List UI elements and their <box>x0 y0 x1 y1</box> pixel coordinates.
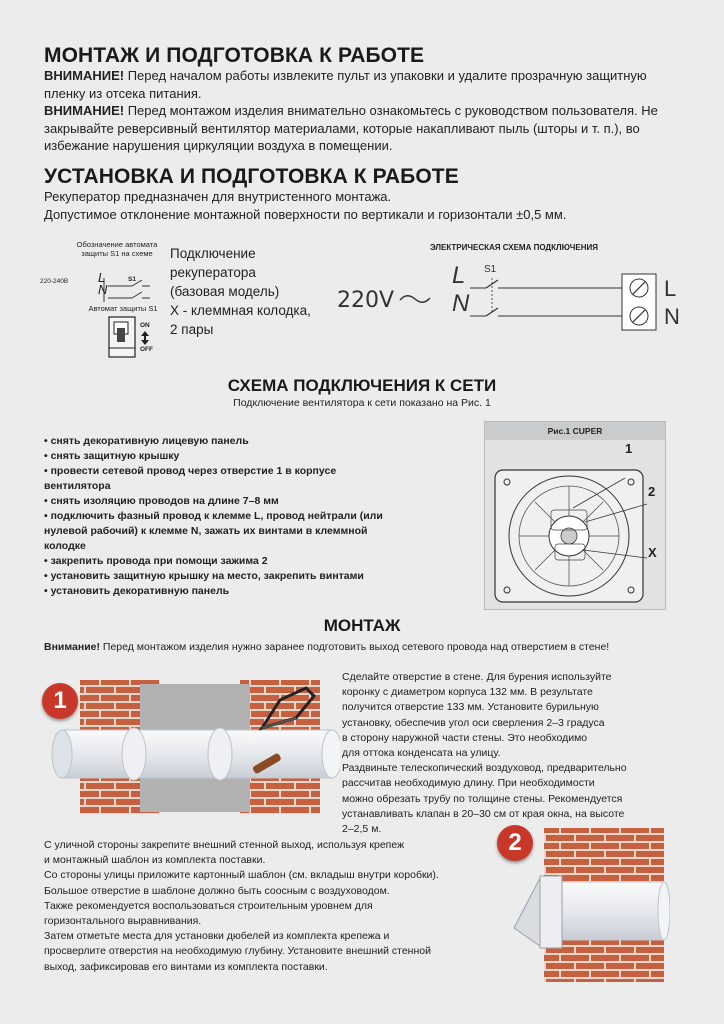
breaker-symbol-icon <box>80 258 170 306</box>
text-line: Раздвиньте телескопический воздуховод, предварительно <box>342 762 627 775</box>
list-item: • установить декоративную панель <box>44 584 404 599</box>
figure-title: Рис.1 CUPER <box>547 426 603 436</box>
warning-label: ВНИМАНИЕ! <box>44 103 125 118</box>
warning-manual <box>44 102 684 155</box>
breaker-off-label: OFF <box>140 346 153 353</box>
step-2-badge: 2 <box>497 825 533 861</box>
breaker-diagram <box>40 238 165 358</box>
breaker-s1-label: S1 <box>128 276 136 283</box>
montage-title: МОНТАЖ <box>323 616 401 635</box>
section-title-installation: УСТАНОВКА И ПОДГОТОВКА К РАБОТЕ <box>44 165 459 188</box>
text-line: выход, зафиксировав его винтами из комплекта поставки. <box>44 960 328 973</box>
text-line: Также рекомендуется воспользоваться строительным уровнем для <box>44 899 373 912</box>
montage-warning <box>44 640 664 655</box>
callout-1: 1 <box>625 441 633 456</box>
breaker-caption-bottom: Автомат защиты S1 <box>88 304 158 313</box>
terminal-n: N <box>664 304 680 329</box>
text-line: коронку с диаметром корпуса 132 мм. В результате <box>342 686 593 699</box>
warning-text: Перед монтажом изделия нужно заранее подготовить выход сетевого провода над отверстием в стене! <box>99 641 610 653</box>
list-item: • подключить фазный провод к клемме L, провод нейтрали (или нулевой рабочий) к клемме N, зажать их винтами в клеммной колодке <box>44 509 404 554</box>
install-line-2: Допустимое отклонение монтажной поверхности по вертикали и горизонтали ±0,5 мм. <box>44 207 567 222</box>
list-item: • снять декоративную лицевую панель <box>44 434 404 449</box>
text-line: горизонтального выравнивания. <box>44 915 202 928</box>
step-1-text <box>342 670 682 837</box>
list-item: • снять изоляцию проводов на длине 7–8 мм <box>44 494 404 509</box>
text-line: в сторону наружной части стены. Это необходимо <box>342 731 588 744</box>
text-line: просверлите отверстия на необходимую глубину. Установите внешний стенной <box>44 945 431 958</box>
breaker-caption-top: Обозначение автомата защиты S1 на схеме <box>76 240 158 258</box>
warning-remote <box>44 67 684 102</box>
list-item: • снять защитную крышку <box>44 449 404 464</box>
text-line: и монтажный шаблон из комплекта поставки. <box>44 854 266 867</box>
step-2-text <box>44 838 504 975</box>
text-line: установку, обеспечив угол оси сверления 2–3 градуса <box>342 716 605 729</box>
text-line: Затем отметьте места для установки дюбелей из комплекта крепежа и <box>44 930 390 943</box>
text-line: для оттока конденсата на улицу. <box>342 747 501 760</box>
step-1-badge: 1 <box>42 683 78 719</box>
text-line: рассчитав необходимую длину. При необходимости <box>342 777 595 790</box>
connection-line: X - клеммная колодка, <box>170 303 311 318</box>
schematic-s1: S1 <box>484 264 497 275</box>
schematic-l: L <box>452 262 466 289</box>
install-line-1: Рекуператор предназначен для внутристенного монтажа. <box>44 189 392 204</box>
terminal-l: L <box>664 276 677 301</box>
text-line: можно обрезать трубу по толщине стены. Рекомендуется <box>342 792 623 805</box>
text-line: Большое отверстие в шаблоне должно быть соосным с воздуховодом. <box>44 884 390 897</box>
fan-drawing-icon <box>485 440 665 608</box>
callout-2: 2 <box>648 484 656 499</box>
text-line: Со стороны улицы приложите картонный шаблон (см. вкладыш внутри коробки). <box>44 869 439 882</box>
list-item: • установить защитную крышку на место, закрепить винтами <box>44 569 404 584</box>
text-line: получится отверстие 133 мм. Установите бурильную <box>342 701 599 714</box>
breaker-device-icon <box>108 316 136 358</box>
text-line: С уличной стороны закрепите внешний стенной выход, используя крепеж <box>44 839 405 851</box>
schematic-n: N <box>452 290 470 317</box>
schematic-title: ЭЛЕКТРИЧЕСКАЯ СХЕМА ПОДКЛЮЧЕНИЯ <box>430 243 599 252</box>
network-title: СХЕМА ПОДКЛЮЧЕНИЯ К СЕТИ <box>227 376 497 395</box>
text-line: 2–2,5 м. <box>342 823 382 836</box>
updown-arrow-icon <box>140 331 150 345</box>
breaker-n-label: N <box>98 282 108 297</box>
section-title-mounting: МОНТАЖ И ПОДГОТОВКА К РАБОТЕ <box>44 44 425 67</box>
warning-text: Перед началом работы извлеките пульт из упаковки и удалите прозрачную защитную пленку из отсека питания. <box>44 68 647 101</box>
breaker-l-label: L <box>98 270 106 285</box>
breaker-on-label: ON <box>140 322 150 329</box>
connection-line: 2 пары <box>170 322 214 337</box>
connection-line: рекуператора <box>170 265 256 280</box>
network-subtitle: Подключение вентилятора к сети показано на Рис. 1 <box>233 397 491 409</box>
steps-list <box>44 434 404 599</box>
warning-label: Внимание! <box>44 641 100 653</box>
figure-1 <box>484 421 666 610</box>
connection-description <box>170 244 311 339</box>
wiring-diagram <box>470 272 670 332</box>
callout-x: X <box>648 545 657 560</box>
voltage-label: 220V <box>337 288 395 313</box>
connection-line: Подключение <box>170 246 256 261</box>
text-line: устанавливать клапан в 20–30 см от края окна, на высоте <box>342 807 625 820</box>
warning-text: Перед монтажом изделия внимательно ознакомьтесь с руководством пользователя. Не закрывайте реверсивный вентилятор материалами, которые накапливают пыль (шторы и т. п.), во избежание нарушения циркуляции воздуха в помещении. <box>44 103 658 153</box>
list-item: • провести сетевой провод через отверстие 1 в корпусе вентилятора <box>44 464 404 494</box>
ac-wave-icon <box>398 292 432 306</box>
breaker-ref: 220-240В <box>40 278 69 285</box>
warning-label: ВНИМАНИЕ! <box>44 68 125 83</box>
text-line: Сделайте отверстие в стене. Для бурения используйте <box>342 671 612 683</box>
list-item: • закрепить провода при помощи зажима 2 <box>44 554 404 569</box>
wall-drilling-illustration <box>40 678 340 818</box>
connection-line: (базовая модель) <box>170 284 280 299</box>
